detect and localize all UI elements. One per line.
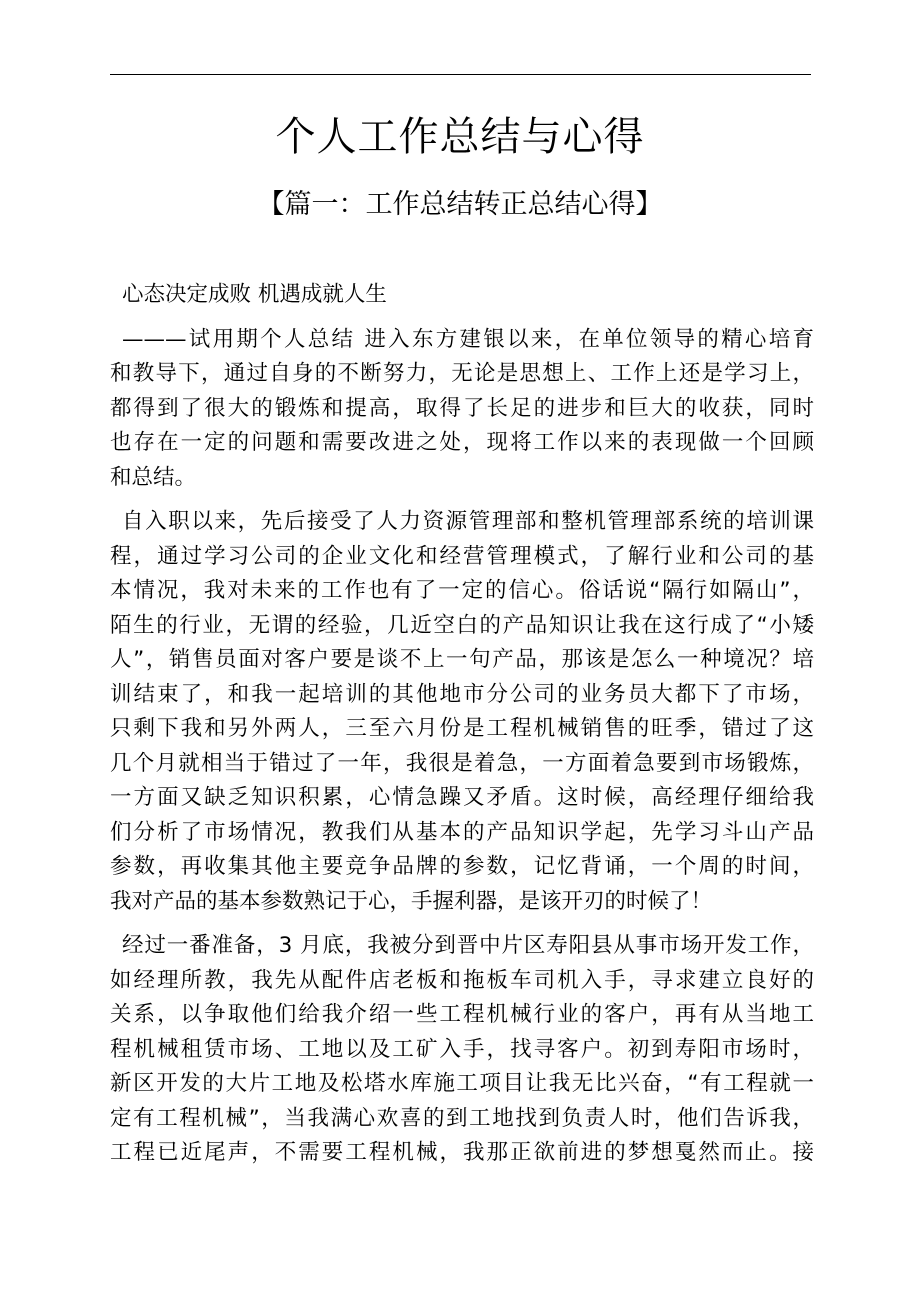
paragraph-line: 定有工程机械”，当我满心欢喜的到工地找到负责人时，他们告诉我，: [110, 1105, 814, 1131]
document-title: 个人工作总结与心得: [275, 114, 645, 160]
paragraph-line: 训结束了，和我一起培训的其他地市分公司的业务员大都下了市场，: [110, 681, 814, 707]
paragraph: [110, 278, 814, 313]
paragraph-line: 一方面又缺乏知识积累，心情急躁又矛盾。这时候，高经理仔细给我: [110, 785, 814, 810]
paragraph: [110, 929, 814, 1171]
paragraph-line: 也存在一定的问题和需要改进之处，现将工作以来的表现做一个回顾: [110, 430, 814, 455]
paragraph-line: 工程已近尾声，不需要工程机械，我那正欲前进的梦想戛然而止。接: [110, 1140, 814, 1165]
paragraph-line: 自入职以来，先后接受了人力资源管理部和整机管理部系统的培训课: [122, 509, 814, 534]
paragraph-line: 新区开发的大片工地及松塔水库施工项目让我无比兴奋，“有工程就一: [110, 1071, 814, 1096]
paragraph: [110, 505, 814, 919]
paragraph-line: 如经理所教，我先从配件店老板和拖板车司机入手，寻求建立良好的: [110, 967, 814, 993]
paragraph-line: 本情况，我对未来的工作也有了一定的信心。俗话说“隔行如隔山”，: [110, 578, 814, 603]
paragraph-line: 我对产品的基本参数熟记于心，手握利器，是该开刃的时候了！: [110, 888, 713, 914]
paragraph-line: 心态决定成败 机遇成就人生: [122, 282, 387, 307]
paragraph-line: 程机械租赁市场、工地以及工矿入手，找寻客户。初到寿阳市场时，: [110, 1036, 814, 1062]
paragraph-line: 几个月就相当于错过了一年，我很是着急，一方面着急要到市场锻炼，: [110, 750, 814, 776]
paragraph-line: 和总结。: [110, 464, 197, 490]
paragraph-line: 们分析了市场情况，教我们从基本的产品知识学起，先学习斗山产品: [110, 819, 814, 845]
header-rule: [110, 74, 811, 75]
paragraph-line: 都得到了很大的锻炼和提高，取得了长足的进步和巨大的收获，同时: [110, 395, 814, 421]
document-body: [110, 278, 814, 1171]
paragraph-line: ———试用期个人总结 进入东方建银以来，在单位领导的精心培育: [122, 326, 814, 352]
paragraph-line: 只剩下我和另外两人，三至六月份是工程机械销售的旺季，错过了这: [110, 716, 814, 741]
paragraph-line: 陌生的行业，无谓的经验，几近空白的产品知识让我在这行成了“小矮: [110, 612, 814, 638]
paragraph-line: 经过一番准备，3 月底，我被分到晋中片区寿阳县从事市场开发工作，: [122, 933, 814, 958]
paragraph-line: 程，通过学习公司的企业文化和经营管理模式，了解行业和公司的基: [110, 543, 814, 569]
paragraph-line: 关系，以争取他们给我介绍一些工程机械行业的客户，再有从当地工: [110, 1002, 814, 1027]
paragraph-line: 参数，再收集其他主要竞争品牌的参数，记忆背诵，一个周的时间，: [110, 854, 814, 879]
paragraph-line: 人”，销售员面对客户要是谈不上一句产品，那该是怎么一种境况？培: [110, 647, 814, 672]
paragraph: [110, 323, 814, 496]
document-subtitle: 【篇一：工作总结转正总结心得】: [257, 189, 663, 220]
paragraph-line: 和教导下，通过自身的不断努力，无论是思想上、工作上还是学习上，: [110, 361, 814, 386]
